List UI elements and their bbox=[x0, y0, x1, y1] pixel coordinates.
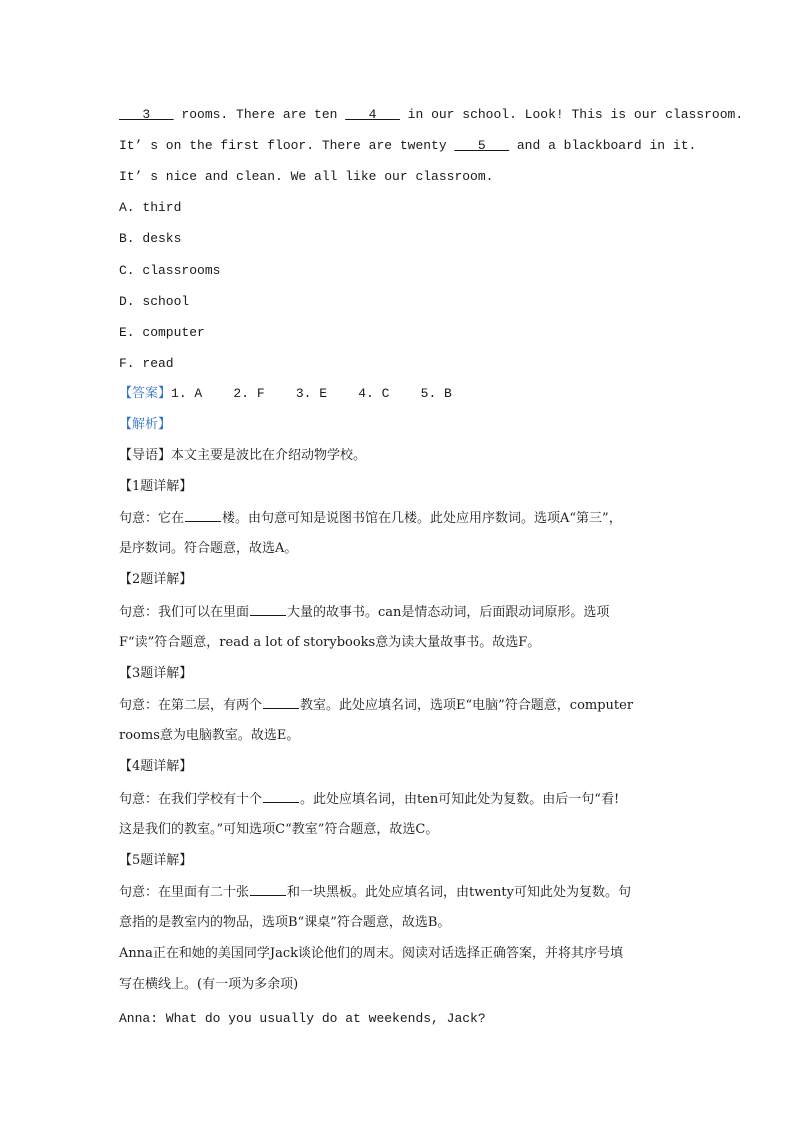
next-instruction-line-2: 写在横线上。(有一项为多余项) bbox=[119, 977, 299, 992]
blank-3: ___3___ bbox=[119, 107, 174, 122]
intro-line: 【导语】本文主要是波比在介绍动物学校。 bbox=[119, 448, 367, 463]
q1-line-2: 是序数词。符合题意，故选A。 bbox=[119, 541, 298, 556]
dialogue-line-1: Anna: What do you usually do at weekends, Jack? bbox=[119, 1011, 486, 1026]
answer-text: 1. A 2. F 3. E 4. C 5. B bbox=[171, 386, 452, 401]
answer-blank bbox=[263, 790, 299, 803]
passage-line-3: It’ s nice and clean. We all like our classroom. bbox=[119, 169, 494, 184]
option-c: C. classrooms bbox=[119, 263, 221, 278]
answer-blank bbox=[250, 883, 286, 896]
analysis-label: 【解析】 bbox=[119, 417, 172, 432]
blank-5: ___5___ bbox=[454, 138, 510, 153]
q4-line-2: 这是我们的教室。”可知选项C“教室”符合题意，故选C。 bbox=[119, 822, 439, 837]
q2-line-1: 句意：我们可以在里面 大量的故事书。can是情态动词，后面跟动词原形。选项 bbox=[119, 605, 610, 620]
option-a: A. third bbox=[119, 200, 182, 215]
option-d: D. school bbox=[119, 294, 190, 309]
q5-line-1: 句意：在里面有二十张 和一块黑板。此处应填名词，由twenty可知此处为复数。句 bbox=[119, 885, 632, 900]
q1-line-1: 句意：它在 楼。由句意可知是说图书馆在几楼。此处应用序数词。选项A“第三”， bbox=[119, 511, 622, 526]
option-f: F. read bbox=[119, 356, 174, 371]
q3-title: 【3题详解】 bbox=[119, 666, 193, 681]
answer-line bbox=[119, 385, 452, 403]
passage-line-1: ___3___ rooms. There are ten ___4___ in our school. Look! This is our classroom. bbox=[119, 107, 744, 122]
q5-title: 【5题详解】 bbox=[119, 853, 193, 868]
q3-line-2: rooms意为电脑教室。故选E。 bbox=[119, 728, 300, 743]
next-instruction-line-1: Anna正在和她的美国同学Jack谈论他们的周末。阅读对话选择正确答案，并将其序号填 bbox=[119, 946, 624, 961]
passage-line-2: It’ s on the first floor. There are twenty ___5___ and a blackboard in it. bbox=[119, 138, 697, 153]
option-e: E. computer bbox=[119, 325, 205, 340]
q1-title: 【1题详解】 bbox=[119, 479, 193, 494]
answer-blank bbox=[185, 509, 221, 522]
q5-line-2: 意指的是教室内的物品，选项B“课桌”符合题意，故选B。 bbox=[119, 915, 451, 930]
q2-title: 【2题详解】 bbox=[119, 572, 193, 587]
option-b: B. desks bbox=[119, 231, 182, 246]
q4-line-1: 句意：在我们学校有十个 。此处应填名词，由ten可知此处为复数。由后一句“看! bbox=[119, 792, 620, 807]
blank-4: ___4___ bbox=[345, 107, 400, 122]
q4-title: 【4题详解】 bbox=[119, 759, 193, 774]
q2-line-2: F“读”符合题意，read a lot of storybooks意为读大量故事书。故选F。 bbox=[119, 635, 541, 650]
answer-blank bbox=[250, 603, 286, 616]
answer-label: 【答案】 bbox=[119, 386, 172, 401]
answer-blank bbox=[263, 696, 299, 709]
q3-line-1: 句意：在第二层，有两个 教室。此处应填名词，选项E“电脑”符合题意，computer bbox=[119, 698, 634, 713]
